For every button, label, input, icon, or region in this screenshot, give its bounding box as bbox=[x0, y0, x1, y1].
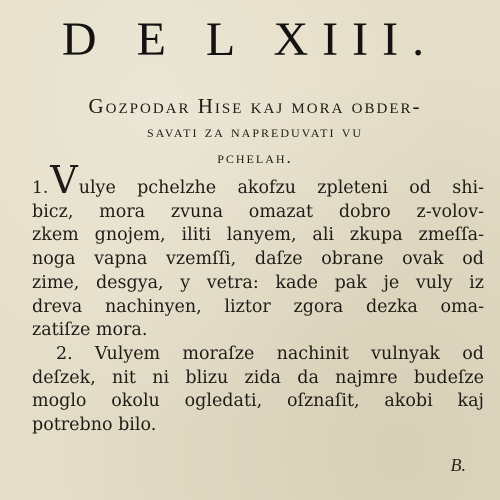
signature-mark: B. bbox=[450, 455, 466, 475]
paragraph-1-line-5: zime, desgya, y vetra: kade pak je vuly iz bbox=[32, 272, 484, 293]
paragraph-1-number: 1. bbox=[32, 178, 49, 198]
section-heading bbox=[30, 93, 480, 171]
paragraph-1-line-7: zatiſze mora. bbox=[32, 320, 148, 341]
body-text bbox=[32, 158, 484, 438]
paragraph-1-line-2: bicz, mora zvuna omazat dobro z-volov- bbox=[32, 201, 484, 222]
paragraph-2-line-3: moglo okolu ogledati, oſznaſit, akobi kaj bbox=[32, 391, 484, 412]
paragraph-2-line-2: deſzek, nit ni blizu zida da najmre budeſze bbox=[32, 367, 484, 388]
paragraph-1-line-1: 1.Vulye pchelzhe akofzu zpleteni od shi- bbox=[32, 158, 484, 202]
section-heading-line-2: savati za napreduvati vu bbox=[146, 122, 364, 141]
section-heading-line-1: Gozpodar Hise kaj mora obder- bbox=[88, 94, 422, 118]
paragraph-1-line-3: zkem gnojem, iliti lanyem, ali zkupa zmeſſa- bbox=[32, 225, 484, 246]
paragraph-2-line-1: 2. Vulyem moraſze nachinit vulnyak od bbox=[56, 343, 484, 364]
paragraph-1-line-4: noga vapna vzemſſi, daſze obrane ovak od bbox=[32, 249, 484, 270]
paragraph-2-line-4: potrebno bilo. bbox=[32, 415, 157, 436]
section-heading-line-3: pchelah. bbox=[217, 148, 293, 167]
chapter-title: D E L XIII. bbox=[61, 13, 439, 66]
drop-cap: V bbox=[50, 158, 78, 202]
paragraph-1-line-6: dreva nachinyen, liztor zgora dezka oma- bbox=[32, 296, 484, 317]
